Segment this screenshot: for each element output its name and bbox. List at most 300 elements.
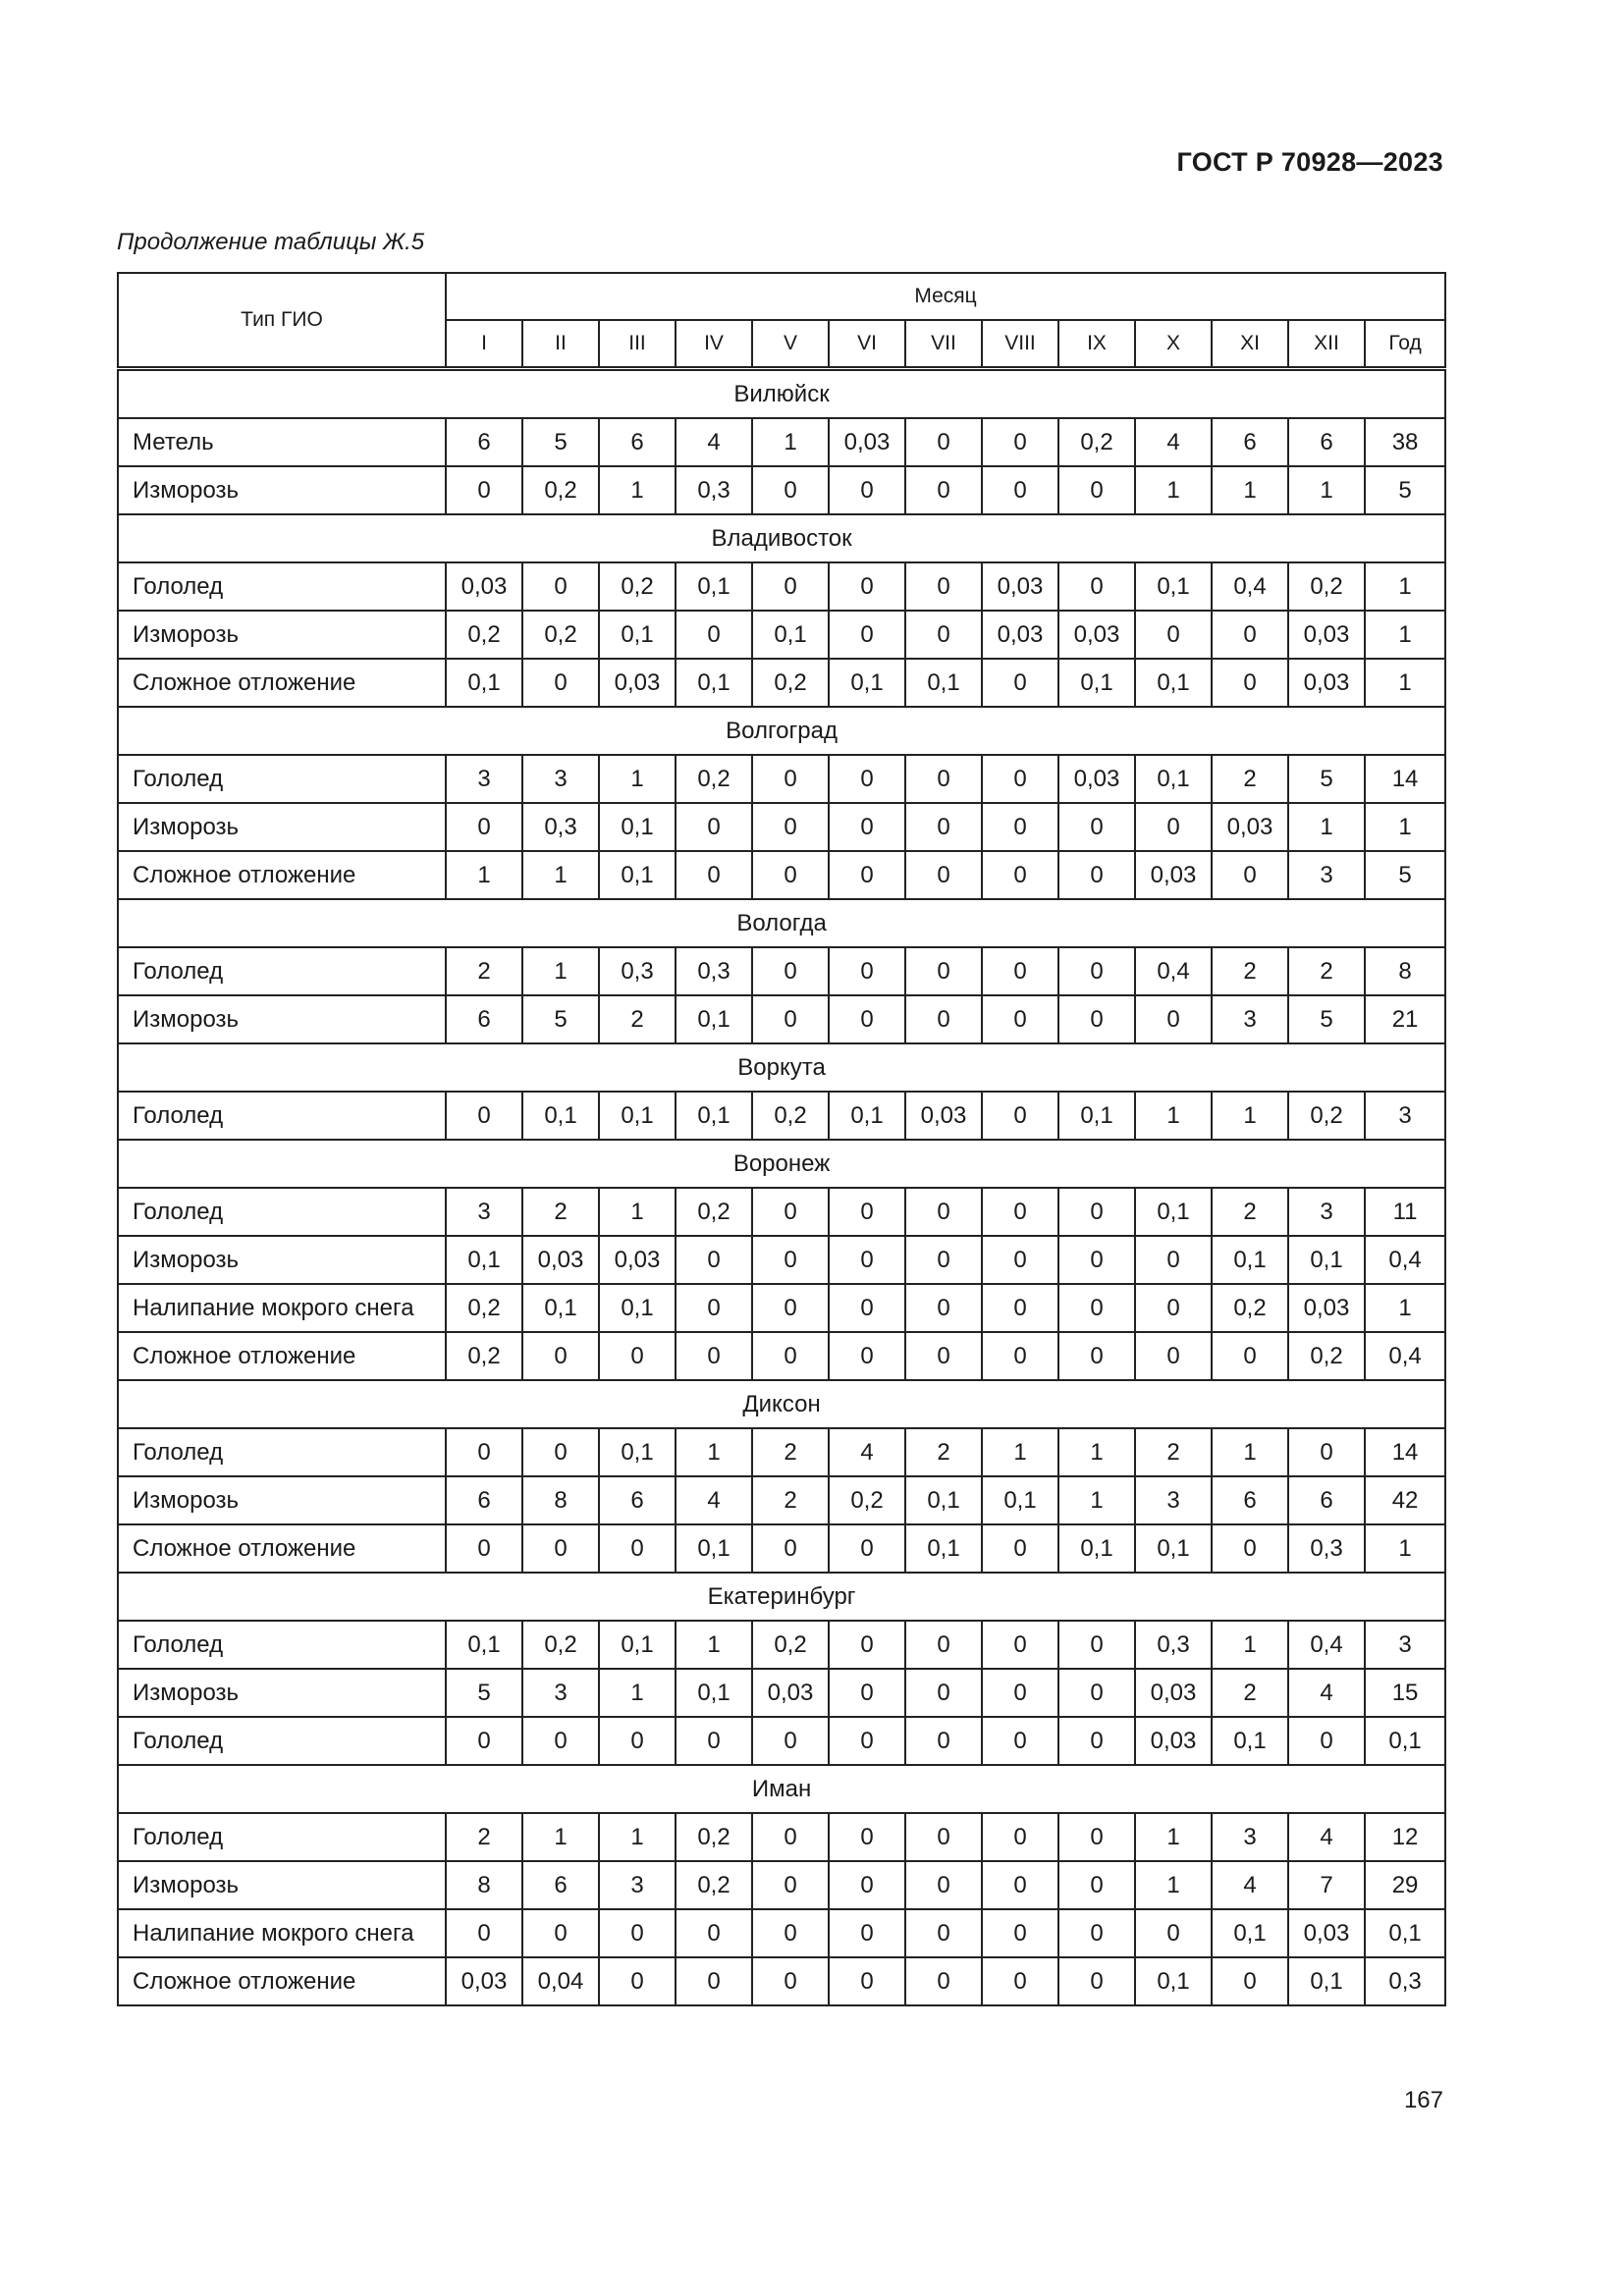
value-cell: 0 — [446, 466, 522, 514]
value-cell: 0,03 — [1288, 1909, 1365, 1957]
value-cell: 0 — [1212, 1332, 1288, 1380]
value-cell: 0 — [1135, 1332, 1212, 1380]
value-cell: 3 — [1288, 1188, 1365, 1236]
station-row — [118, 1380, 1445, 1428]
value-cell: 0,1 — [1058, 1092, 1135, 1140]
value-cell: 0 — [752, 1717, 829, 1765]
value-cell: 6 — [1212, 418, 1288, 466]
value-cell: 1 — [446, 851, 522, 899]
table-row — [118, 851, 1445, 899]
value-cell: 1 — [1365, 1524, 1445, 1573]
value-cell: 0 — [1058, 1669, 1135, 1717]
value-cell: 0,03 — [599, 659, 676, 707]
value-cell: 0,3 — [599, 947, 676, 995]
value-cell: 0,4 — [1288, 1621, 1365, 1669]
value-cell: 0,2 — [599, 562, 676, 611]
value-cell: 4 — [829, 1428, 905, 1476]
month-header-cell: VIII — [982, 320, 1058, 369]
value-cell: 0 — [1212, 851, 1288, 899]
type-column-header: Тип ГИО — [118, 273, 446, 369]
value-cell: 0 — [905, 1621, 982, 1669]
row-type-label: Гололед — [118, 755, 446, 803]
value-cell: 0 — [905, 1669, 982, 1717]
value-cell: 0 — [676, 611, 752, 659]
value-cell: 0 — [1135, 1284, 1212, 1332]
value-cell: 0 — [829, 611, 905, 659]
value-cell: 0 — [752, 1861, 829, 1909]
value-cell: 0,2 — [522, 466, 599, 514]
value-cell: 0 — [905, 755, 982, 803]
value-cell: 0 — [829, 466, 905, 514]
row-type-label: Гололед — [118, 1813, 446, 1861]
value-cell: 0,1 — [1135, 1524, 1212, 1573]
value-cell: 0 — [1058, 851, 1135, 899]
value-cell: 0,1 — [1212, 1909, 1288, 1957]
value-cell: 1 — [1212, 1621, 1288, 1669]
value-cell: 4 — [1288, 1813, 1365, 1861]
value-cell: 0 — [1135, 995, 1212, 1043]
value-cell: 0,2 — [446, 1284, 522, 1332]
value-cell: 3 — [522, 1669, 599, 1717]
value-cell: 0,2 — [752, 1621, 829, 1669]
value-cell: 0,03 — [1135, 1669, 1212, 1717]
value-cell: 4 — [676, 418, 752, 466]
table-caption: Продолжение таблицы Ж.5 — [117, 229, 425, 255]
value-cell: 2 — [1212, 1188, 1288, 1236]
value-cell: 5 — [1288, 995, 1365, 1043]
value-cell: 0 — [829, 851, 905, 899]
value-cell: 0,2 — [1212, 1284, 1288, 1332]
value-cell: 3 — [599, 1861, 676, 1909]
value-cell: 0 — [1212, 1957, 1288, 2005]
value-cell: 0 — [1058, 1621, 1135, 1669]
value-cell: 0 — [1058, 1813, 1135, 1861]
month-header-cell: V — [752, 320, 829, 369]
station-name: Вилюйск — [118, 369, 1445, 419]
value-cell: 0 — [1058, 1957, 1135, 2005]
value-cell: 1 — [1058, 1476, 1135, 1524]
value-cell: 0 — [1135, 803, 1212, 851]
value-cell: 0,1 — [599, 1621, 676, 1669]
month-group-header: Месяц — [446, 273, 1445, 320]
value-cell: 0 — [905, 947, 982, 995]
row-type-label: Изморозь — [118, 466, 446, 514]
value-cell: 0 — [829, 803, 905, 851]
value-cell: 0 — [522, 659, 599, 707]
value-cell: 0 — [752, 1957, 829, 2005]
value-cell: 38 — [1365, 418, 1445, 466]
station-name: Воронеж — [118, 1140, 1445, 1188]
value-cell: 0 — [752, 1284, 829, 1332]
value-cell: 2 — [1288, 947, 1365, 995]
value-cell: 0 — [522, 1428, 599, 1476]
value-cell: 0 — [522, 1717, 599, 1765]
value-cell: 1 — [676, 1621, 752, 1669]
value-cell: 5 — [522, 418, 599, 466]
value-cell: 0,03 — [752, 1669, 829, 1717]
value-cell: 0,4 — [1135, 947, 1212, 995]
row-type-label: Гололед — [118, 947, 446, 995]
value-cell: 0,3 — [1365, 1957, 1445, 2005]
value-cell: 0,1 — [599, 851, 676, 899]
value-cell: 1 — [599, 466, 676, 514]
row-type-label: Изморозь — [118, 803, 446, 851]
value-cell: 0,1 — [446, 659, 522, 707]
value-cell: 0,2 — [1288, 1092, 1365, 1140]
value-cell: 1 — [599, 755, 676, 803]
table-row — [118, 1524, 1445, 1573]
row-type-label: Сложное отложение — [118, 1957, 446, 2005]
value-cell: 0,1 — [1288, 1957, 1365, 2005]
value-cell: 2 — [752, 1476, 829, 1524]
value-cell: 0 — [829, 1332, 905, 1380]
value-cell: 0 — [829, 1813, 905, 1861]
value-cell: 0,2 — [752, 1092, 829, 1140]
value-cell: 1 — [1058, 1428, 1135, 1476]
value-cell: 0 — [905, 1813, 982, 1861]
value-cell: 5 — [446, 1669, 522, 1717]
value-cell: 0 — [446, 1909, 522, 1957]
table-row — [118, 466, 1445, 514]
value-cell: 0 — [905, 1188, 982, 1236]
value-cell: 0 — [982, 1861, 1058, 1909]
value-cell: 6 — [522, 1861, 599, 1909]
value-cell: 0 — [752, 755, 829, 803]
value-cell: 8 — [446, 1861, 522, 1909]
value-cell: 3 — [1135, 1476, 1212, 1524]
value-cell: 0,03 — [1212, 803, 1288, 851]
value-cell: 0 — [905, 995, 982, 1043]
value-cell: 0,1 — [599, 803, 676, 851]
value-cell: 0 — [905, 1957, 982, 2005]
value-cell: 0,1 — [1212, 1717, 1288, 1765]
value-cell: 1 — [1135, 1813, 1212, 1861]
value-cell: 1 — [1135, 466, 1212, 514]
value-cell: 1 — [1365, 659, 1445, 707]
value-cell: 0 — [1058, 1909, 1135, 1957]
month-header-cell: Год — [1365, 320, 1445, 369]
table-body — [118, 369, 1445, 2006]
value-cell: 0,4 — [1365, 1236, 1445, 1284]
value-cell: 0 — [982, 418, 1058, 466]
value-cell: 0,2 — [752, 659, 829, 707]
value-cell: 0,04 — [522, 1957, 599, 2005]
value-cell: 0,03 — [1135, 851, 1212, 899]
value-cell: 1 — [522, 1813, 599, 1861]
value-cell: 0 — [1135, 1236, 1212, 1284]
value-cell: 8 — [522, 1476, 599, 1524]
value-cell: 11 — [1365, 1188, 1445, 1236]
value-cell: 3 — [522, 755, 599, 803]
value-cell: 0 — [905, 1717, 982, 1765]
station-name: Владивосток — [118, 514, 1445, 562]
value-cell: 0 — [752, 1188, 829, 1236]
value-cell: 0 — [982, 1669, 1058, 1717]
value-cell: 14 — [1365, 755, 1445, 803]
value-cell: 0,1 — [1135, 562, 1212, 611]
value-cell: 4 — [1288, 1669, 1365, 1717]
value-cell: 0,4 — [1212, 562, 1288, 611]
station-name: Диксон — [118, 1380, 1445, 1428]
value-cell: 0,1 — [1288, 1236, 1365, 1284]
value-cell: 0,1 — [1058, 1524, 1135, 1573]
value-cell: 0 — [982, 1909, 1058, 1957]
value-cell: 3 — [1212, 1813, 1288, 1861]
value-cell: 0,2 — [676, 755, 752, 803]
value-cell: 0 — [982, 1621, 1058, 1669]
value-cell: 0 — [752, 803, 829, 851]
value-cell: 6 — [599, 1476, 676, 1524]
value-cell: 0 — [446, 803, 522, 851]
value-cell: 4 — [676, 1476, 752, 1524]
value-cell: 0 — [905, 1861, 982, 1909]
value-cell: 0,1 — [522, 1092, 599, 1140]
month-header-cell: III — [599, 320, 676, 369]
value-cell: 0 — [752, 1236, 829, 1284]
value-cell: 0 — [599, 1524, 676, 1573]
value-cell: 0,03 — [599, 1236, 676, 1284]
value-cell: 42 — [1365, 1476, 1445, 1524]
row-type-label: Метель — [118, 418, 446, 466]
value-cell: 0,2 — [676, 1861, 752, 1909]
value-cell: 0 — [676, 1332, 752, 1380]
value-cell: 1 — [1135, 1861, 1212, 1909]
value-cell: 21 — [1365, 995, 1445, 1043]
value-cell: 0 — [752, 1524, 829, 1573]
value-cell: 0 — [1288, 1717, 1365, 1765]
value-cell: 4 — [1135, 418, 1212, 466]
value-cell: 1 — [1365, 611, 1445, 659]
value-cell: 1 — [1365, 1284, 1445, 1332]
value-cell: 0 — [1212, 1524, 1288, 1573]
table-row — [118, 418, 1445, 466]
value-cell: 0,2 — [676, 1188, 752, 1236]
value-cell: 15 — [1365, 1669, 1445, 1717]
value-cell: 0,1 — [676, 659, 752, 707]
value-cell: 0,1 — [1365, 1909, 1445, 1957]
value-cell: 0 — [829, 562, 905, 611]
value-cell: 0 — [1058, 1188, 1135, 1236]
value-cell: 2 — [1212, 947, 1288, 995]
value-cell: 0 — [752, 947, 829, 995]
value-cell: 2 — [599, 995, 676, 1043]
value-cell: 0,1 — [1135, 659, 1212, 707]
value-cell: 0 — [1058, 1284, 1135, 1332]
value-cell: 1 — [599, 1669, 676, 1717]
table-row — [118, 803, 1445, 851]
value-cell: 0,1 — [905, 1476, 982, 1524]
value-cell: 0 — [829, 1188, 905, 1236]
table-row — [118, 1236, 1445, 1284]
value-cell: 0 — [905, 803, 982, 851]
value-cell: 0 — [446, 1428, 522, 1476]
value-cell: 0 — [1288, 1428, 1365, 1476]
value-cell: 5 — [1365, 851, 1445, 899]
value-cell: 0 — [752, 466, 829, 514]
month-header-cell: XI — [1212, 320, 1288, 369]
value-cell: 0 — [829, 1717, 905, 1765]
value-cell: 0,3 — [676, 466, 752, 514]
value-cell: 3 — [1365, 1092, 1445, 1140]
station-name: Волгоград — [118, 707, 1445, 755]
row-type-label: Гололед — [118, 1188, 446, 1236]
value-cell: 0 — [829, 755, 905, 803]
value-cell: 1 — [1288, 803, 1365, 851]
row-type-label: Изморозь — [118, 1669, 446, 1717]
value-cell: 0 — [446, 1092, 522, 1140]
value-cell: 0 — [522, 1524, 599, 1573]
value-cell: 0,03 — [982, 562, 1058, 611]
value-cell: 6 — [599, 418, 676, 466]
value-cell: 0,1 — [676, 562, 752, 611]
value-cell: 1 — [1365, 562, 1445, 611]
value-cell: 0 — [982, 1332, 1058, 1380]
row-type-label: Гололед — [118, 1717, 446, 1765]
table-row — [118, 1669, 1445, 1717]
value-cell: 0,1 — [446, 1236, 522, 1284]
value-cell: 0 — [676, 1284, 752, 1332]
month-header-cell: II — [522, 320, 599, 369]
station-row — [118, 1765, 1445, 1813]
value-cell: 0 — [829, 995, 905, 1043]
value-cell: 2 — [905, 1428, 982, 1476]
value-cell: 0,1 — [676, 995, 752, 1043]
value-cell: 0 — [1058, 803, 1135, 851]
station-row — [118, 899, 1445, 947]
row-type-label: Гололед — [118, 1428, 446, 1476]
station-row — [118, 1043, 1445, 1092]
value-cell: 0 — [599, 1957, 676, 2005]
table-row — [118, 1621, 1445, 1669]
value-cell: 0 — [676, 803, 752, 851]
table-header — [118, 273, 1445, 369]
value-cell: 0,03 — [1288, 1284, 1365, 1332]
value-cell: 0 — [982, 1717, 1058, 1765]
value-cell: 0 — [829, 1236, 905, 1284]
value-cell: 0,2 — [522, 611, 599, 659]
value-cell: 0 — [982, 1236, 1058, 1284]
value-cell: 3 — [446, 1188, 522, 1236]
value-cell: 0 — [982, 1284, 1058, 1332]
row-type-label: Сложное отложение — [118, 1332, 446, 1380]
row-type-label: Изморозь — [118, 1236, 446, 1284]
value-cell: 3 — [446, 755, 522, 803]
table-row — [118, 755, 1445, 803]
value-cell: 6 — [446, 995, 522, 1043]
month-header-cell: XII — [1288, 320, 1365, 369]
table-row — [118, 995, 1445, 1043]
value-cell: 0 — [829, 947, 905, 995]
month-header-cell: IX — [1058, 320, 1135, 369]
value-cell: 7 — [1288, 1861, 1365, 1909]
value-cell: 2 — [1212, 755, 1288, 803]
row-type-label: Сложное отложение — [118, 659, 446, 707]
value-cell: 4 — [1212, 1861, 1288, 1909]
value-cell: 0 — [752, 562, 829, 611]
row-type-label: Изморозь — [118, 1476, 446, 1524]
row-type-label: Налипание мокрого снега — [118, 1909, 446, 1957]
row-type-label: Изморозь — [118, 1861, 446, 1909]
value-cell: 6 — [1212, 1476, 1288, 1524]
value-cell: 2 — [446, 1813, 522, 1861]
value-cell: 0,03 — [829, 418, 905, 466]
value-cell: 0,1 — [676, 1092, 752, 1140]
value-cell: 0 — [829, 1284, 905, 1332]
value-cell: 5 — [1288, 755, 1365, 803]
table-row — [118, 1861, 1445, 1909]
value-cell: 12 — [1365, 1813, 1445, 1861]
value-cell: 6 — [446, 1476, 522, 1524]
value-cell: 0,1 — [676, 1669, 752, 1717]
value-cell: 0 — [1058, 562, 1135, 611]
value-cell: 0 — [1058, 947, 1135, 995]
value-cell: 0,1 — [446, 1621, 522, 1669]
row-type-label: Сложное отложение — [118, 851, 446, 899]
value-cell: 0 — [829, 1909, 905, 1957]
value-cell: 1 — [1135, 1092, 1212, 1140]
value-cell: 0 — [676, 851, 752, 899]
value-cell: 0 — [982, 1813, 1058, 1861]
table-row — [118, 611, 1445, 659]
value-cell: 0,2 — [446, 1332, 522, 1380]
table-row — [118, 1332, 1445, 1380]
value-cell: 0 — [446, 1524, 522, 1573]
value-cell: 0 — [982, 851, 1058, 899]
value-cell: 0,2 — [829, 1476, 905, 1524]
value-cell: 0,2 — [1288, 562, 1365, 611]
value-cell: 0 — [905, 1284, 982, 1332]
value-cell: 0,1 — [1212, 1236, 1288, 1284]
value-cell: 14 — [1365, 1428, 1445, 1476]
value-cell: 0,1 — [829, 1092, 905, 1140]
value-cell: 1 — [752, 418, 829, 466]
value-cell: 2 — [752, 1428, 829, 1476]
value-cell: 0 — [982, 755, 1058, 803]
value-cell: 0,1 — [982, 1476, 1058, 1524]
station-row — [118, 1140, 1445, 1188]
value-cell: 0 — [982, 803, 1058, 851]
value-cell: 6 — [1288, 1476, 1365, 1524]
table-row — [118, 947, 1445, 995]
value-cell: 2 — [1212, 1669, 1288, 1717]
value-cell: 1 — [522, 947, 599, 995]
table-row — [118, 562, 1445, 611]
value-cell: 0 — [752, 1813, 829, 1861]
value-cell: 0,3 — [1135, 1621, 1212, 1669]
value-cell: 0 — [1135, 611, 1212, 659]
value-cell: 0 — [676, 1717, 752, 1765]
table-row — [118, 1909, 1445, 1957]
value-cell: 0,1 — [752, 611, 829, 659]
value-cell: 0 — [752, 1909, 829, 1957]
value-cell: 0,1 — [522, 1284, 599, 1332]
value-cell: 0,1 — [599, 611, 676, 659]
value-cell: 0,03 — [1288, 611, 1365, 659]
value-cell: 0 — [676, 1909, 752, 1957]
month-header-cell: VI — [829, 320, 905, 369]
value-cell: 0,2 — [446, 611, 522, 659]
value-cell: 29 — [1365, 1861, 1445, 1909]
row-type-label: Сложное отложение — [118, 1524, 446, 1573]
value-cell: 3 — [1288, 851, 1365, 899]
value-cell: 0,03 — [522, 1236, 599, 1284]
value-cell: 0,1 — [599, 1284, 676, 1332]
table-row — [118, 1188, 1445, 1236]
row-type-label: Гололед — [118, 562, 446, 611]
value-cell: 0 — [599, 1332, 676, 1380]
value-cell: 0,3 — [676, 947, 752, 995]
row-type-label: Налипание мокрого снега — [118, 1284, 446, 1332]
